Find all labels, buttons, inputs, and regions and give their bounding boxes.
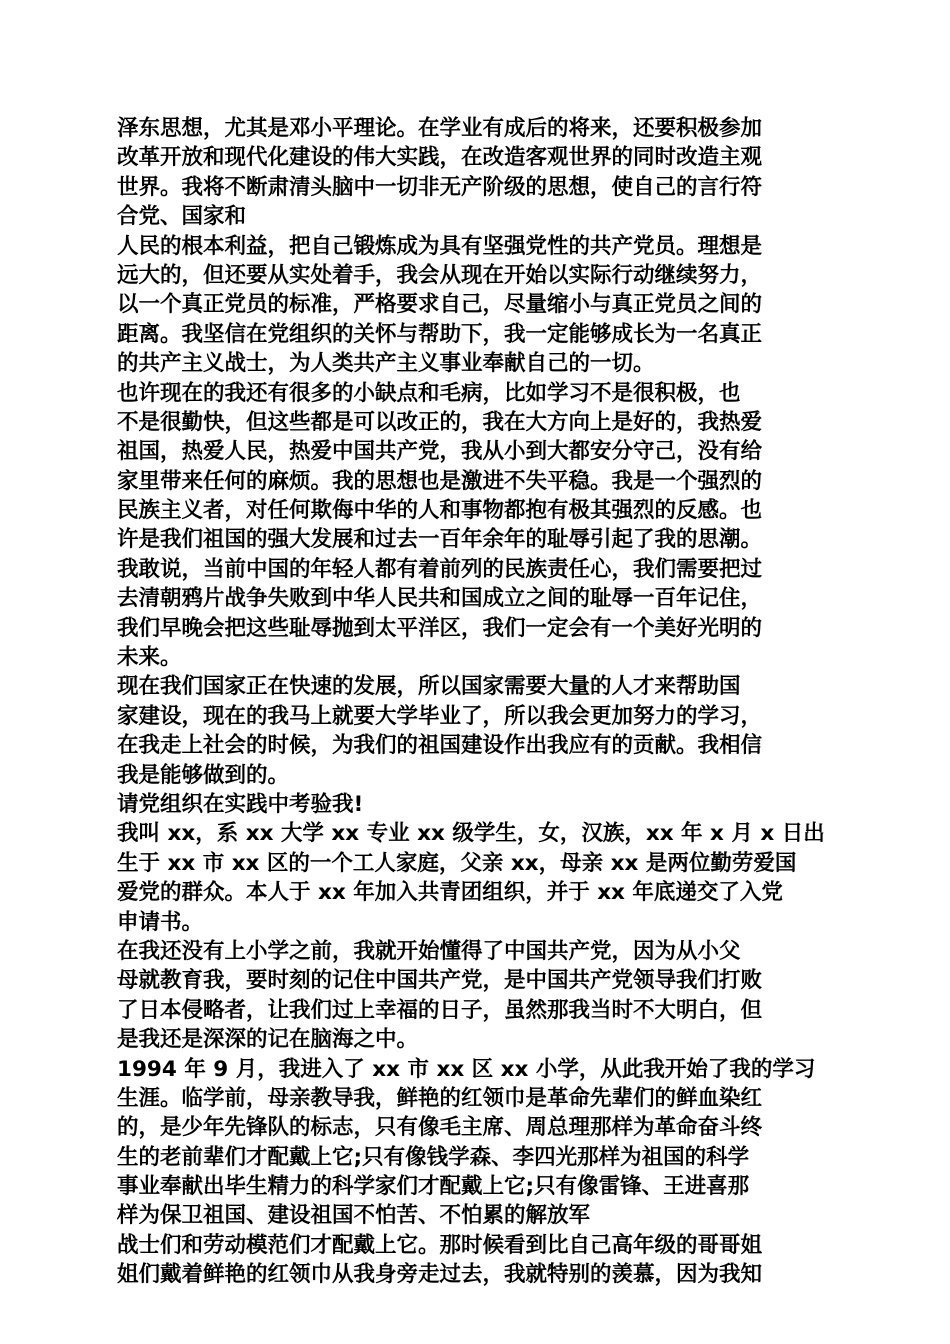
text-line: 家建设，现在的我马上就要大学毕业了，所以我会更加努力的学习， [117,703,763,729]
text-line: 去清朝鸦片战争失败到中华人民共和国成立之间的耻辱一百年记住， [117,586,763,612]
text-line: 在我走上社会的时候，为我们的祖国建设作出我应有的贡献。我相信 [117,733,763,759]
text-line: 我叫 xx，系 xx 大学 xx 专业 xx 级学生，女，汉族，xx 年 x 月 x 日出 [117,821,825,847]
text-line: 距离。我坚信在党组织的关怀与帮助下，我一定能够成长为一名真正 [117,321,763,347]
text-line: 姐们戴着鲜艳的红领巾从我身旁走过去，我就特别的羡慕，因为我知 [117,1262,763,1288]
text-line: 了日本侵略者，让我们过上幸福的日子，虽然那我当时不大明白，但 [117,997,763,1023]
text-line: 生于 xx 市 xx 区的一个工人家庭，父亲 xx，母亲 xx 是两位勤劳爱国 [117,850,797,876]
text-line: 以一个真正党员的标准，严格要求自己，尽量缩小与真正党员之间的 [117,292,763,318]
text-line: 是我还是深深的记在脑海之中。 [117,1027,419,1053]
text-line: 我们早晚会把这些耻辱抛到太平洋区，我们一定会有一个美好光明的 [117,615,763,641]
text-line: 爱党的群众。本人于 xx 年加入共青团组织，并于 xx 年底递交了入党 [117,880,783,906]
text-line: 在我还没有上小学之前，我就开始懂得了中国共产党，因为从小父 [117,938,741,964]
text-line: 民族主义者，对任何欺侮中华的人和事物都抱有极其强烈的反感。也 [117,498,763,524]
text-line: 生的老前辈们才配戴上它;只有像钱学森、李四光那样为祖国的科学 [117,1144,750,1170]
text-line: 我是能够做到的。 [117,762,290,788]
text-line: 祖国，热爱人民，热爱中国共产党，我从小到大都安分守己，没有给 [117,439,763,465]
text-line: 不是很勤快，但这些都是可以改正的，我在大方向上是好的，我热爱 [117,409,763,435]
text-line: 请党组织在实践中考验我! [117,791,364,817]
text-line: 样为保卫祖国、建设祖国不怕苦、不怕累的解放军 [117,1203,591,1229]
text-line: 1994 年 9 月，我进入了 xx 市 xx 区 xx 小学，从此我开始了我的学习 [117,1056,816,1082]
text-line: 战士们和劳动模范们才配戴上它。那时候看到比自己高年级的哥哥姐 [117,1232,763,1258]
text-line: 许是我们祖国的强大发展和过去一百年余年的耻辱引起了我的思潮。 [117,527,763,553]
text-line: 人民的根本利益，把自己锻炼成为具有坚强党性的共产党员。理想是 [117,233,763,259]
text-line: 的共产主义战士，为人类共产主义事业奉献自己的一切。 [117,351,655,377]
text-line: 家里带来任何的麻烦。我的思想也是激进不失平稳。我是一个强烈的 [117,468,763,494]
text-line: 生涯。临学前，母亲教导我，鲜艳的红领巾是革命先辈们的鲜血染红 [117,1085,763,1111]
text-line: 事业奉献出毕生精力的科学家们才配戴上它;只有像雷锋、王进喜那 [117,1174,750,1200]
text-line: 世界。我将不断肃清头脑中一切非无产阶级的思想，使自己的言行符 [117,174,763,200]
text-line: 母就教育我，要时刻的记住中国共产党，是中国共产党领导我们打败 [117,968,763,994]
text-line: 改革开放和现代化建设的伟大实践，在改造客观世界的同时改造主观 [117,145,763,171]
text-line: 未来。 [117,645,182,671]
text-line: 的，是少年先锋队的标志，只有像毛主席、周总理那样为革命奋斗终 [117,1115,763,1141]
text-line: 泽东思想，尤其是邓小平理论。在学业有成后的将来，还要积极参加 [117,116,763,141]
document-body [117,114,837,1290]
text-line: 合党、国家和 [117,204,247,230]
text-line: 我敢说，当前中国的年轻人都有着前列的民族责任心，我们需要把过 [117,556,763,582]
text-line: 申请书。 [117,909,204,935]
text-line: 现在我们国家正在快速的发展，所以国家需要大量的人才来帮助国 [117,674,741,700]
text-line: 也许现在的我还有很多的小缺点和毛病，比如学习不是很积极，也 [117,380,741,406]
text-line: 远大的，但还要从实处着手，我会从现在开始以实际行动继续努力， [117,262,763,288]
